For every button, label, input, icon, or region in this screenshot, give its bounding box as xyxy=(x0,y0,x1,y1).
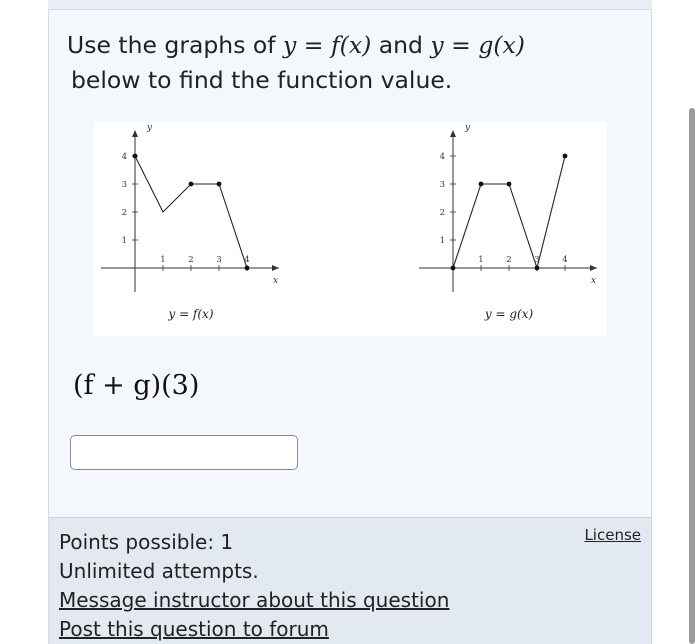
y-tick-label: 4 xyxy=(439,152,445,162)
question-prefix: Use the graphs of xyxy=(67,31,284,59)
y-tick-label: 4 xyxy=(121,152,127,162)
question-line-2: below to find the function value. xyxy=(71,66,453,94)
y-tick-label: 2 xyxy=(439,208,445,218)
graph-g-curve xyxy=(453,156,568,268)
g-expression: y = g(x) xyxy=(430,31,525,59)
x-axis-label: x xyxy=(273,276,279,286)
top-strip xyxy=(48,0,652,10)
question-panel xyxy=(48,10,652,518)
x-tick-label: 4 xyxy=(562,255,568,265)
y-axis-arrow xyxy=(450,130,456,137)
graph-g-point xyxy=(535,266,540,271)
graph-g xyxy=(411,122,607,336)
x-tick-label: 1 xyxy=(478,255,484,265)
f-expression: y = f(x) xyxy=(283,31,372,59)
x-tick-label: 1 xyxy=(160,255,166,265)
y-tick-label: 2 xyxy=(121,208,127,218)
graph-g-point xyxy=(507,182,512,187)
y-tick-label: 1 xyxy=(439,236,445,246)
post-to-forum-link[interactable]: Post this question to forum xyxy=(59,617,329,641)
x-tick-label: 3 xyxy=(534,255,540,265)
graphs-figure xyxy=(93,122,607,336)
y-axis-arrow xyxy=(132,130,138,137)
x-axis-arrow xyxy=(272,265,279,271)
expression-to-evaluate: (f + g)(3) xyxy=(73,370,200,401)
graph-f-curve xyxy=(135,156,250,268)
message-instructor-link[interactable]: Message instructor about this question xyxy=(59,588,450,612)
y-tick-label: 3 xyxy=(121,180,127,190)
graph-f-point xyxy=(245,266,250,271)
x-tick-label: 2 xyxy=(506,255,512,265)
points-possible: Points possible: 1 xyxy=(59,530,234,554)
question-text xyxy=(67,28,627,98)
answer-input[interactable] xyxy=(70,435,298,470)
x-tick-label: 4 xyxy=(244,255,250,265)
y-axis-label: y xyxy=(465,123,471,133)
x-tick-label: 3 xyxy=(216,255,222,265)
graph-f-point xyxy=(133,154,138,159)
graph-g-caption: y = g(x) xyxy=(484,307,534,321)
license-link[interactable]: License xyxy=(584,526,641,544)
graph-f-caption: y = f(x) xyxy=(168,307,214,321)
question-and: and xyxy=(371,31,431,59)
graph-f-point xyxy=(217,182,222,187)
graph-f xyxy=(93,122,313,336)
x-axis-arrow xyxy=(590,265,597,271)
graph-f-point xyxy=(189,182,194,187)
graph-g-point xyxy=(563,154,568,159)
attempts-info: Unlimited attempts. xyxy=(59,559,259,583)
y-axis-label: y xyxy=(147,123,153,133)
y-tick-label: 3 xyxy=(439,180,445,190)
y-tick-label: 1 xyxy=(121,236,127,246)
x-axis-label: x xyxy=(591,276,597,286)
scrollbar-thumb[interactable] xyxy=(689,108,695,644)
question-footer xyxy=(48,517,652,644)
graph-g-point xyxy=(451,266,456,271)
x-tick-label: 2 xyxy=(188,255,194,265)
graph-g-point xyxy=(479,182,484,187)
